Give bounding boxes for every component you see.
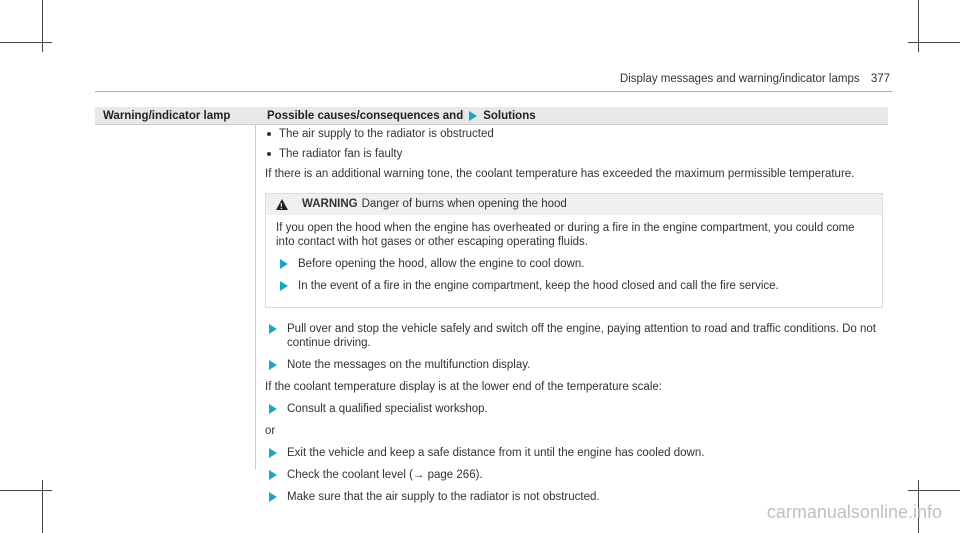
header-title: Display messages and warning/indicator lamps bbox=[619, 73, 860, 85]
step-arrow-icon bbox=[269, 360, 277, 370]
condition-text: If the coolant temperature display is at the lower end of the temperature scale: bbox=[265, 381, 662, 393]
warning-triangle-icon bbox=[276, 199, 288, 210]
step-text: In the event of a fire in the engine compartment, keep the hood closed and call the fire service. bbox=[298, 280, 779, 292]
watermark: carmanualsonline.info bbox=[766, 502, 942, 522]
step-text: Exit the vehicle and keep a safe distance from it until the engine has cooled down. bbox=[287, 447, 705, 459]
warning-header bbox=[266, 194, 882, 215]
list-item: The air supply to the radiator is obstructed bbox=[265, 127, 883, 141]
warning-step bbox=[276, 257, 872, 271]
crop-mark bbox=[918, 0, 919, 52]
page-header bbox=[620, 73, 890, 85]
step-text: Make sure that the air supply to the radiator is not obstructed. bbox=[287, 491, 600, 503]
solution-step bbox=[265, 358, 883, 372]
crop-mark bbox=[0, 490, 52, 491]
header-rule bbox=[95, 124, 888, 125]
crop-mark bbox=[908, 490, 960, 491]
col-header-text: Possible causes/consequences and bbox=[267, 109, 464, 122]
warning-title: Danger of burns when opening the hood bbox=[361, 198, 567, 210]
table-header bbox=[95, 107, 888, 124]
crop-mark bbox=[42, 480, 43, 533]
step-arrow-icon bbox=[269, 492, 277, 502]
step-text: Note the messages on the multifunction display. bbox=[287, 359, 531, 371]
column-divider bbox=[255, 124, 256, 470]
step-text: Pull over and stop the vehicle safely and switch off the engine, paying attention to road and traffic conditions. Do not continue driving. bbox=[287, 323, 877, 349]
step-arrow-icon bbox=[269, 324, 277, 334]
crop-mark bbox=[908, 42, 960, 43]
warning-step bbox=[276, 279, 872, 293]
step-arrow-icon bbox=[280, 281, 288, 291]
solution-step bbox=[265, 322, 883, 350]
col-header-lamp: Warning/indicator lamp bbox=[103, 109, 231, 122]
step-arrow-icon bbox=[269, 404, 277, 414]
warning-box bbox=[265, 193, 883, 308]
crop-mark bbox=[42, 0, 43, 52]
step-arrow-icon bbox=[269, 470, 277, 480]
step-arrow-icon bbox=[280, 259, 288, 269]
solution-step bbox=[265, 468, 883, 482]
crop-mark bbox=[0, 42, 52, 43]
warning-label: WARNING bbox=[302, 198, 358, 210]
warning-text: If you open the hood when the engine has overheated or during a fire in the engine compartment, you could come into contact with hot gases or other escaping operating fluids. bbox=[276, 222, 855, 248]
col-header-suffix: Solutions bbox=[483, 109, 536, 122]
header-divider bbox=[95, 91, 892, 92]
step-text: Check the coolant level (→ page 266). bbox=[287, 469, 483, 481]
step-text: Before opening the hood, allow the engine to cool down. bbox=[298, 258, 585, 270]
page-number: 377 bbox=[870, 73, 890, 85]
step-arrow-icon bbox=[269, 448, 277, 458]
solutions-cell bbox=[265, 127, 883, 512]
step-text: Consult a qualified specialist workshop. bbox=[287, 403, 488, 415]
intro-text: If there is an additional warning tone, the coolant temperature has exceeded the maximum permissible temperature. bbox=[265, 168, 855, 180]
or-text: or bbox=[265, 425, 276, 437]
col-header-solutions bbox=[255, 110, 536, 122]
solution-step bbox=[265, 402, 883, 416]
warning-table bbox=[95, 107, 888, 503]
list-item: The radiator fan is faulty bbox=[265, 147, 883, 161]
arrow-icon bbox=[469, 111, 477, 121]
solution-step bbox=[265, 446, 883, 460]
warning-body bbox=[266, 215, 882, 307]
